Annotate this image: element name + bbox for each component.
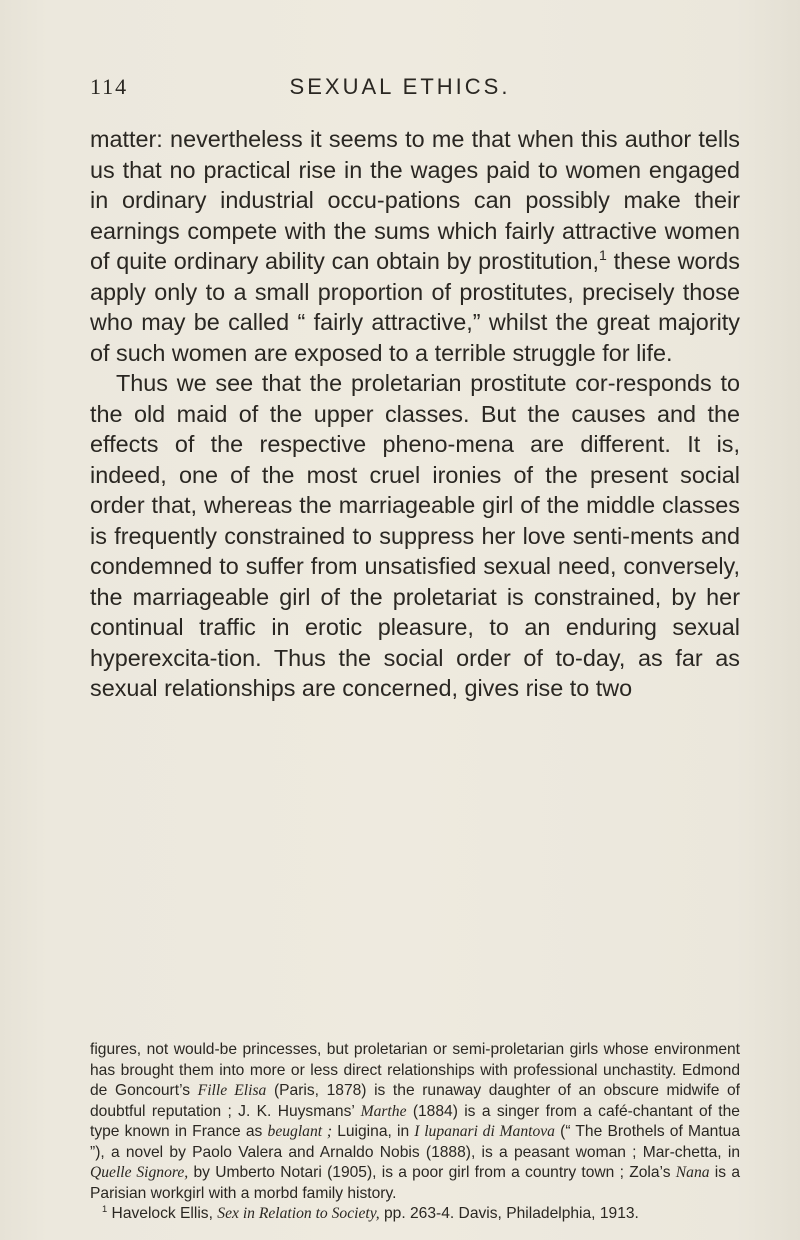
footnote-text: (“ The Brothels of Mantua ”), a novel by Paolo Valera and Arnaldo Nobis (1888), is a peasant woman ; Mar-chetta, in: [90, 1123, 740, 1161]
book-title: Quelle Signore,: [90, 1164, 189, 1181]
page-header: [90, 74, 710, 104]
paragraph: Thus we see that the proletarian prostitute cor-responds to the old maid of the upper classes. But the causes and the effects of the respective pheno-mena are different. It is, indeed, one of the most cruel ironies of the present social order that, whereas the marriageable girl of the middle classes is frequently constrained to suppress her love senti-ments and condemned to suffer from unsatisfied sexual need, conversely, the marriageable girl of the proletariat is constrained, by her continual traffic in erotic pleasure, to an enduring sexual hyperexcita-tion. Thus the social order of to-day, as far as sexual relationships are concerned, gives rise to two: [90, 370, 740, 701]
footnote-reference: 1: [599, 247, 607, 264]
footnotes: [90, 1040, 740, 1225]
footnote-text: (1884) is a singer from a café-chantant of the type known in France as: [90, 1102, 740, 1140]
footnote-text: Luigina, in: [332, 1123, 415, 1140]
footnote-text: (Paris, 1878) is the runaway daughter of an obscure midwife of doubtful reputation ; J. K. Huysmans’: [90, 1082, 740, 1120]
term-italic: beuglant ;: [267, 1123, 333, 1140]
book-title: Fille Elisa: [197, 1082, 267, 1099]
paragraph-text: matter: nevertheless it seems to me that when this author tells us that no practical rise in the wages paid to women engaged in ordinary industrial occu-pations can possibly make their earnings compete with the sums which fairly attractive women of quite ordinary ability can obtain by prostitution,: [90, 126, 740, 274]
footnote-continued: [90, 1040, 740, 1204]
footnote-text: pp. 263-4. Davis, Philadelphia, 1913.: [379, 1205, 639, 1222]
footnote-text: Havelock Ellis,: [107, 1205, 218, 1222]
footnote-marker: 1: [102, 1203, 108, 1214]
footnote-text: is a Parisian workgirl with a morbd family history.: [90, 1164, 740, 1202]
footnote-text: figures, not would-be princesses, but proletarian or semi-proletarian girls whose environment has brought them into more or less direct relationships with professional unchastity. Edmond de Goncourt’s: [90, 1041, 740, 1099]
paragraph: [90, 124, 740, 368]
book-title: Marthe: [360, 1102, 407, 1120]
footnote-text: by Umberto Notari (1905), is a poor girl from a country town ; Zola’s: [188, 1164, 676, 1181]
running-head: SEXUAL ETHICS.: [289, 74, 511, 99]
page-number: 114: [90, 74, 129, 99]
footnote: [90, 1204, 740, 1225]
book-title: Sex in Relation to Society,: [217, 1205, 380, 1222]
paragraph-text: these words apply only to a small proportion of prostitutes, precisely those who may be called “ fairly attractive,” whilst the great majority of such women are exposed to a terrible struggle for life.: [90, 248, 740, 366]
book-title: Nana: [675, 1164, 710, 1181]
book-title: I lupanari di Mantova: [414, 1123, 555, 1140]
body-text: [90, 124, 740, 704]
